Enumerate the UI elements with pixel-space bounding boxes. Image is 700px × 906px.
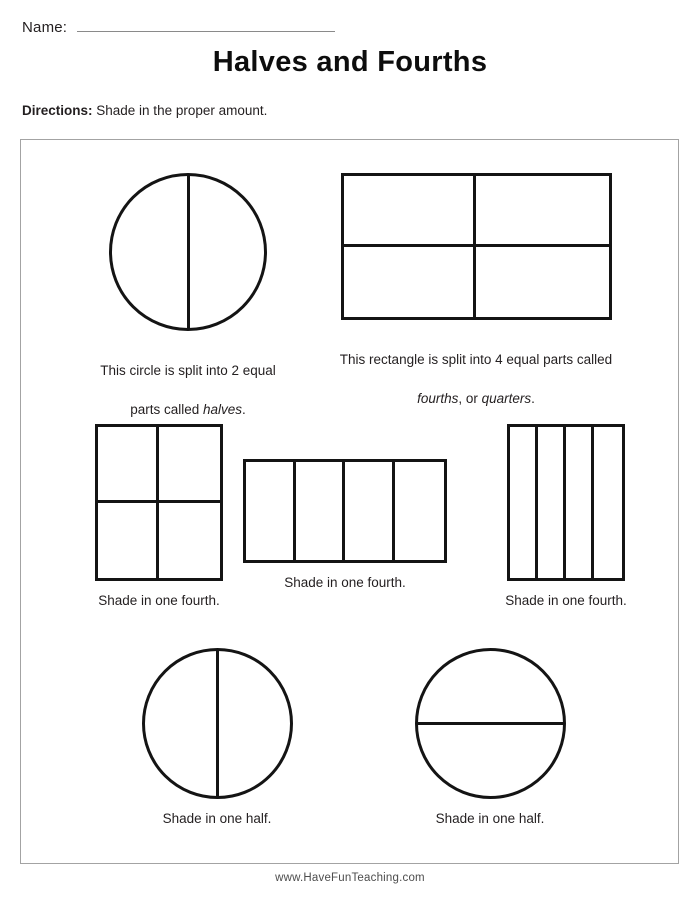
figure-caption: Shade in one fourth.	[284, 575, 406, 590]
rectangle-cell[interactable]	[395, 462, 445, 560]
rectangle-cell[interactable]	[296, 462, 346, 560]
figure-caption: Shade in one fourth.	[98, 593, 220, 608]
circle-split-horizontal[interactable]	[415, 648, 566, 799]
caption-term-quarters: quarters	[481, 390, 532, 406]
name-write-in-line[interactable]	[77, 31, 335, 32]
figure-caption	[100, 341, 276, 419]
directions-label: Directions:	[22, 103, 93, 118]
rectangle-cell[interactable]	[476, 247, 609, 318]
caption-term-halves: halves	[202, 401, 243, 417]
rectangle-grid-2x2-portrait[interactable]	[95, 424, 223, 581]
caption-term-fourths: fourths	[417, 390, 459, 406]
directions-row	[22, 103, 267, 118]
caption-line-1: This rectangle is split into 4 equal parts called	[339, 351, 613, 367]
rectangle-cell[interactable]	[594, 427, 622, 578]
rectangle-cell[interactable]	[159, 503, 220, 579]
rectangle-grid-2x2-landscape[interactable]	[341, 173, 612, 320]
rectangle-cell[interactable]	[159, 427, 220, 503]
rectangle-cell[interactable]	[344, 247, 477, 318]
rectangle-cell[interactable]	[566, 427, 594, 578]
rectangle-cell[interactable]	[476, 176, 609, 247]
figure-circle-horizontal-half	[393, 648, 587, 829]
worksheet-panel	[20, 139, 679, 864]
figure-caption	[340, 330, 612, 408]
caption-line-2-middle: , or	[458, 390, 482, 406]
directions-text: Shade in the proper amount.	[92, 103, 268, 118]
name-label: Name:	[22, 19, 68, 36]
circle-split-vertical[interactable]	[109, 173, 267, 331]
figure-caption: Shade in one fourth.	[505, 593, 627, 608]
rectangle-cell[interactable]	[344, 176, 477, 247]
circle-divider-vertical	[216, 651, 219, 796]
figure-rectangle-portrait-quad	[62, 424, 256, 611]
circle-split-vertical[interactable]	[142, 648, 293, 799]
rectangle-cell[interactable]	[98, 427, 159, 503]
rectangle-cell[interactable]	[345, 462, 395, 560]
page-title: Halves and Fourths	[212, 46, 488, 78]
figure-rectangle-fourths-example	[326, 173, 626, 408]
rectangle-strips-4-portrait[interactable]	[507, 424, 625, 581]
name-row	[22, 20, 335, 35]
figure-caption: Shade in one half.	[435, 811, 545, 826]
figure-circle-vertical-half	[120, 648, 314, 829]
figure-caption: Shade in one half.	[162, 811, 272, 826]
circle-divider-horizontal	[418, 722, 563, 725]
rectangle-strips-4-landscape[interactable]	[243, 459, 447, 563]
rectangle-cell[interactable]	[98, 503, 159, 579]
figure-rectangle-portrait-strips	[469, 424, 663, 611]
caption-line-2-suffix: .	[531, 390, 535, 406]
footer-website[interactable]: www.HaveFunTeaching.com	[275, 872, 425, 884]
figure-rectangle-landscape-strips	[240, 459, 450, 593]
caption-line-2-prefix: parts called	[130, 401, 203, 417]
rectangle-cell[interactable]	[246, 462, 296, 560]
caption-line-1: This circle is split into 2 equal	[100, 362, 276, 378]
figure-circle-halves-example	[95, 173, 281, 419]
rectangle-cell[interactable]	[538, 427, 566, 578]
circle-divider-vertical	[187, 176, 190, 328]
caption-line-2-suffix: .	[242, 401, 246, 417]
rectangle-cell[interactable]	[510, 427, 538, 578]
